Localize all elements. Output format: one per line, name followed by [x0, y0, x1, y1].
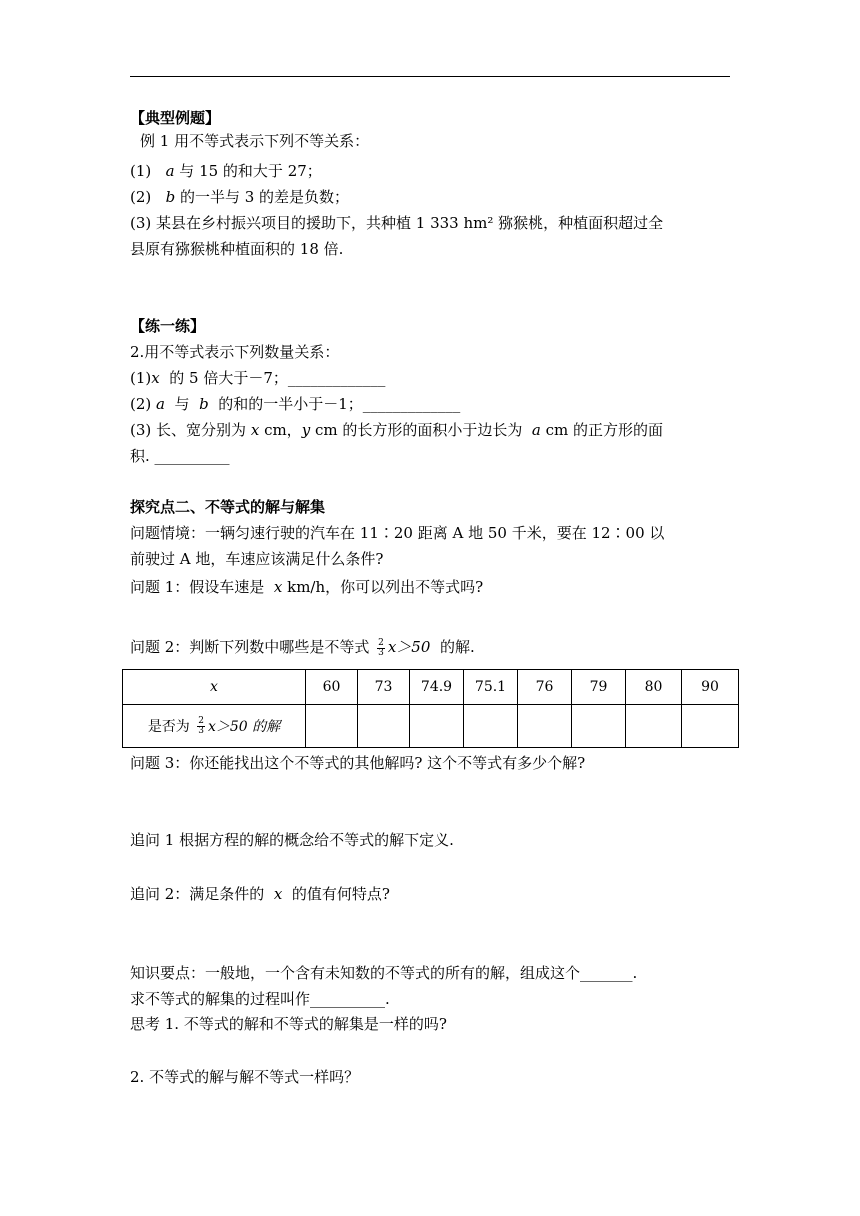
table-answer-cell[interactable]: [572, 705, 626, 748]
follow-up-1: 追问 1 根据方程的解的概念给不等式的解下定义.: [130, 831, 454, 849]
table-answer-cell[interactable]: [518, 705, 572, 748]
example-1-item-3-line-2: 县原有猕猴桃种植面积的 18 倍.: [130, 240, 344, 258]
fraction-two-thirds: $\frac{2}{3}$: [198, 716, 204, 737]
think-1: 思考 1. 不等式的解和不等式的解集是一样的吗?: [130, 1015, 447, 1033]
answer-blank-2[interactable]: _____________: [362, 395, 461, 413]
practice-item-3-line-2: 积. __________: [130, 447, 230, 465]
section-heading-typical-examples: 【典型例题】: [130, 109, 221, 127]
solution-check-table: [122, 669, 739, 748]
think-2: 2. 不等式的解与解不等式一样吗？: [130, 1068, 360, 1086]
table-value: 74.9: [410, 670, 464, 705]
table-answer-cell[interactable]: [464, 705, 518, 748]
table-answer-cell[interactable]: [410, 705, 464, 748]
practice-item-3-line-1: (3) 长、宽分别为 x cm，y cm 的长方形的面积小于边长为 a cm 的正方形的面: [130, 421, 664, 439]
table-answer-cell[interactable]: [626, 705, 682, 748]
table-value: 60: [306, 670, 358, 705]
example-1-item-3-line-1: (3) 某县在乡村振兴项目的援助下，共种植 1 333 hm² 猕猴桃，种植面积超过全: [130, 214, 664, 232]
header-rule: [130, 76, 730, 77]
table-header-x: x: [123, 670, 306, 705]
table-row2-label: 是否为 $\frac{2}{3}$ x＞50 的解: [123, 705, 306, 748]
table-answer-cell[interactable]: [682, 705, 739, 748]
question-1: 问题 1：假设车速是 x km/h，你可以列出不等式吗?: [130, 578, 484, 596]
practice-intro: 2.用不等式表示下列数量关系：: [130, 343, 340, 361]
key-points-line-1: 知识要点：一般地，一个含有未知数的不等式的所有的解，组成这个_______.: [130, 964, 638, 982]
fraction-two-thirds: $\frac{2}{3}$: [378, 637, 384, 658]
key-points-line-2: 求不等式的解集的过程叫作__________.: [130, 990, 390, 1008]
example-1-item-1: (1) a 与 15 的和大于 27；: [130, 162, 322, 180]
table-answer-cell[interactable]: [306, 705, 358, 748]
table-row: [123, 670, 739, 705]
practice-item-2: (2) a 与 b 的和的一半小于－1；_____________: [130, 395, 461, 413]
question-2: 问题 2：判断下列数中哪些是不等式 $\frac{2}{3}$ x＞50 的解.: [130, 637, 475, 658]
table-value: 76: [518, 670, 572, 705]
table-answer-cell[interactable]: [358, 705, 410, 748]
table-value: 73: [358, 670, 410, 705]
table-value: 80: [626, 670, 682, 705]
example-1-intro: 例 1 用不等式表示下列不等关系：: [140, 132, 370, 150]
table-value: 75.1: [464, 670, 518, 705]
table-value: 79: [572, 670, 626, 705]
follow-up-2: 追问 2：满足条件的 x 的值有何特点?: [130, 885, 390, 903]
table-value: 90: [682, 670, 739, 705]
question-3: 问题 3：你还能找出这个不等式的其他解吗? 这个不等式有多少个解?: [130, 754, 586, 772]
example-1-item-2: (2) b 的一半与 3 的差是负数；: [130, 188, 350, 206]
table-row: [123, 705, 739, 748]
answer-blank-1[interactable]: _____________: [287, 369, 386, 387]
section-heading-inquiry-2: 探究点二、不等式的解与解集: [130, 498, 326, 516]
section-heading-practice: 【练一练】: [130, 317, 206, 335]
practice-item-1: (1)x 的 5 倍大于－7；_____________: [130, 369, 386, 387]
scenario-line-1: 问题情境：一辆匀速行驶的汽车在 11∶20 距离 A 地 50 千米，要在 12∶00 以: [130, 524, 665, 542]
scenario-line-2: 前驶过 A 地，车速应该满足什么条件?: [130, 550, 384, 568]
